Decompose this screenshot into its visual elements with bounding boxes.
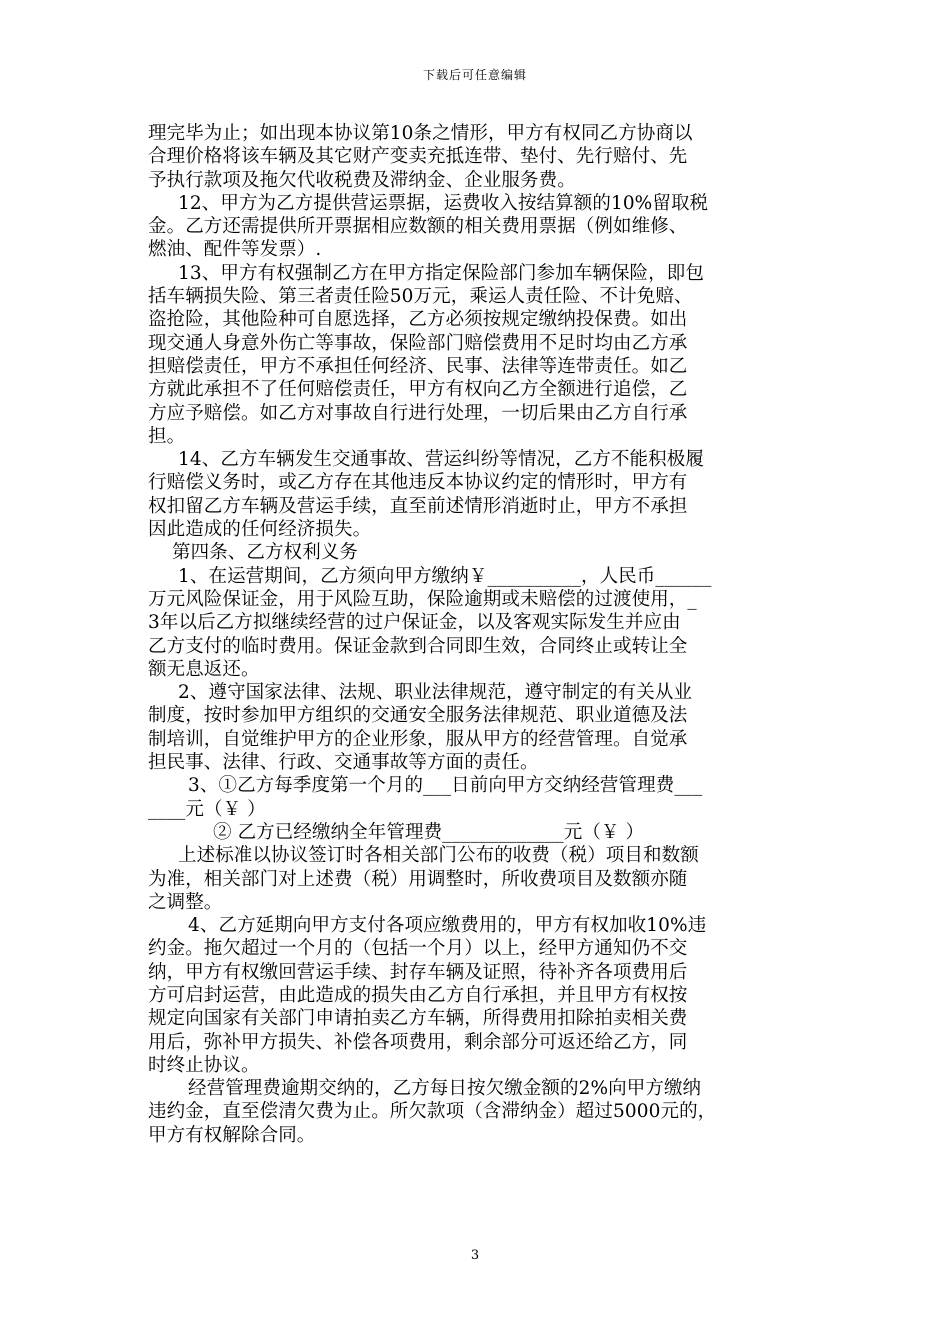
text-line: 约金。拖欠超过一个月的（包括一个月）以上，经甲方通知仍不交 [148, 938, 688, 960]
text-line: 纳，甲方有权缴回营运手续、封存车辆及证照，待补齐各项费用后 [148, 961, 688, 983]
clause-12-line: 12、甲方为乙方提供营运票据，运费收入按结算额的10%留取税 [178, 192, 709, 214]
text-line: 方可启封运营，由此造成的损失由乙方自行承担，并且甲方有权按 [148, 984, 688, 1006]
clause-14-line: 14、乙方车辆发生交通事故、营运纠纷等情况，乙方不能积极履 [178, 449, 704, 471]
clause-13-line: 13、甲方有权强制乙方在甲方指定保险部门参加车辆保险，即包 [178, 262, 704, 284]
text-line: 方应予赔偿。如乙方对事故自行进行处理，一切后果由乙方自行承 [148, 402, 688, 424]
text-line: 方就此承担不了任何赔偿责任，甲方有权向乙方全额进行追偿，乙 [148, 379, 688, 401]
text-line: 规定向国家有关部门申请拍卖乙方车辆，所得费用扣除拍卖相关费 [148, 1008, 688, 1030]
text-line: 3年以后乙方拟继续经营的过户保证金，以及客观实际发生并应由 [148, 612, 681, 634]
page-number: 3 [470, 1248, 480, 1263]
item-3-sub-2-line: ② 乙方已经缴纳全年管理费_____________元（￥ ） [213, 821, 645, 843]
text-line: 金。乙方还需提供所开票据相应数额的相关费用票据（例如维修、 [148, 216, 688, 238]
document-body [148, 122, 808, 1147]
text-line: 因此造成的任何经济损失。 [148, 519, 372, 541]
text-line: 之调整。 [148, 891, 223, 913]
text-line: 上述标准以协议签订时各相关部门公布的收费（税）项目和数额 [178, 845, 699, 867]
item-1-line: 1、在运营期间，乙方须向甲方缴纳￥__________，人民币______ [178, 565, 712, 587]
article-4-heading: 第四条、乙方权利义务 [172, 542, 359, 564]
text-line: 用后，弥补甲方损失、补偿各项费用，剩余部分可返还给乙方，同 [148, 1031, 688, 1053]
page-header: 下载后可任意编辑 [422, 68, 527, 82]
text-line: 制度，按时参加甲方组织的交通安全服务法律规范、职业道德及法 [148, 705, 688, 727]
text-line: 万元风险保证金，用于风险互助，保险逾期或未赔偿的过渡使用，_ [148, 588, 697, 610]
text-line: 乙方支付的临时费用。保证金款到合同即生效，合同终止或转让全 [148, 635, 688, 657]
text-line: 行赔偿义务时，或乙方存在其他违反本协议约定的情形时，甲方有 [148, 472, 688, 494]
text-line: 担。 [148, 425, 186, 447]
text-line: 为准，相关部门对上述费（税）用调整时，所收费项目及数额亦随 [148, 868, 688, 890]
text-line: 权扣留乙方车辆及营运手续，直至前述情形消逝时止，甲方不承担 [148, 495, 688, 517]
text-line: ____元（￥ ） [148, 798, 266, 820]
text-line: 合理价格将该车辆及其它财产变卖充抵连带、垫付、先行赔付、先 [148, 146, 688, 168]
text-line: 予执行款项及拖欠代收税费及滞纳金、企业服务费。 [148, 169, 576, 191]
text-line: 燃油、配件等发票）. [148, 239, 322, 261]
text-line: 甲方有权解除合同。 [148, 1124, 316, 1146]
text-line: 担民事、法律、行政、交通事故等方面的责任。 [148, 752, 539, 774]
item-2-line: 2、遵守国家法律、法规、职业法律规范，遵守制定的有关从业 [178, 682, 693, 704]
text-line: 时终止协议。 [148, 1054, 260, 1076]
text-line: 盗抢险，其他险种可自愿选择，乙方必须按规定缴纳投保费。如出 [148, 309, 688, 331]
text-line: 制培训，自觉维护甲方的企业形象，服从甲方的经营管理。自觉承 [148, 728, 688, 750]
text-line: 违约金，直至偿清欠费为止。所欠款项（含滞纳金）超过5000元的， [148, 1101, 717, 1123]
text-line: 担赔偿责任，甲方不承担任何经济、民事、法律等连带责任。如乙 [148, 355, 688, 377]
item-4-line: 4、乙方延期向甲方支付各项应缴费用的，甲方有权加收10%违 [188, 915, 707, 937]
text-line: 额无息返还。 [148, 658, 260, 680]
text-line: 理完毕为止；如出现本协议第10条之情形，甲方有权同乙方协商以 [148, 123, 693, 144]
text-line: 现交通人身意外伤亡等事故，保险部门赔偿费用不足时均由乙方承 [148, 332, 688, 354]
text-line: 经营管理费逾期交纳的，乙方每日按欠缴金额的2%向甲方缴纳 [188, 1078, 702, 1100]
item-3-line: 3、①乙方每季度第一个月的___日前向甲方交纳经营管理费___ [188, 775, 703, 797]
text-line: 括车辆损失险、第三者责任险50万元，乘运人责任险、不计免赔、 [148, 286, 693, 308]
